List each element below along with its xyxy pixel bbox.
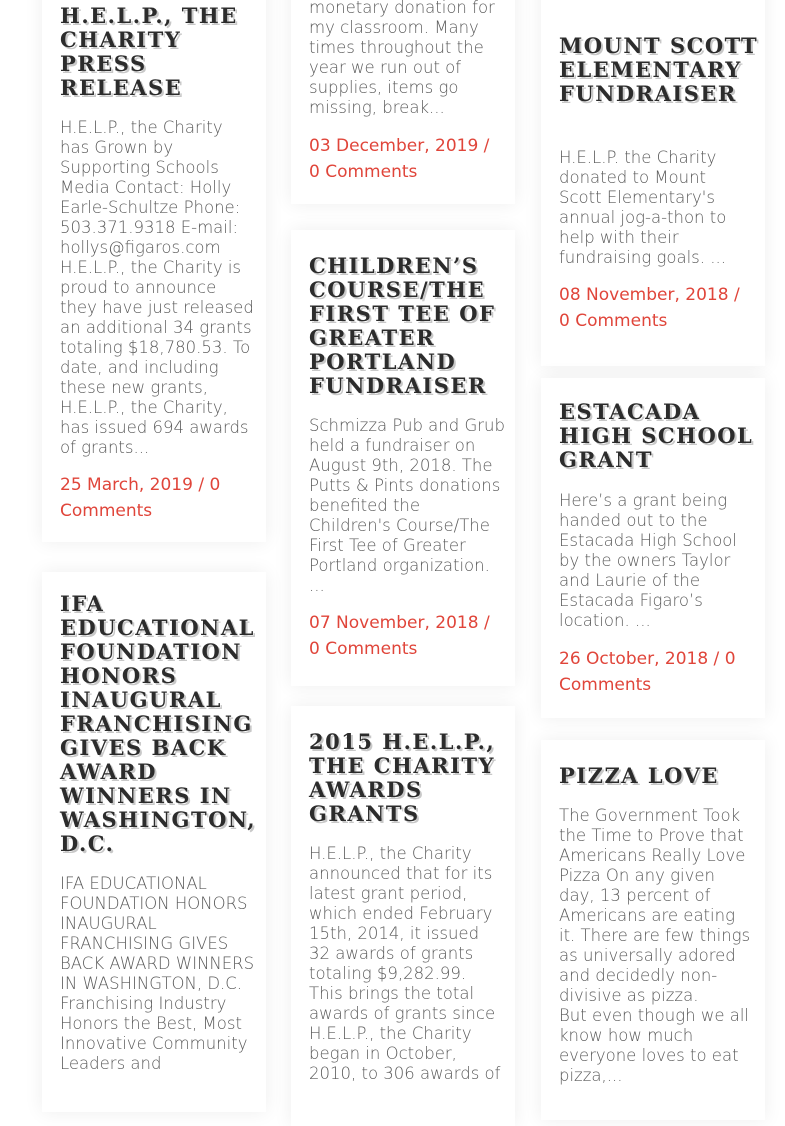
meta-separator: /	[478, 613, 490, 633]
post-date-link[interactable]: 03 December, 2019	[309, 136, 479, 156]
post-meta	[559, 282, 755, 334]
post-meta	[309, 133, 505, 185]
post-comments-link[interactable]: 0 Comments	[309, 162, 418, 182]
post-title[interactable]: ESTACADA HIGH SCHOOL GRANT	[559, 399, 754, 472]
post-card	[541, 378, 765, 718]
post-title[interactable]: IFA EDUCATIONAL FOUNDATION HONORS INAUGURAL FRANCHISING GIVES BACK AWARD WINNERS IN WASHINGTON, D.C.	[60, 591, 257, 856]
post-date-link[interactable]: 08 November, 2018	[559, 285, 729, 305]
post-comments-link[interactable]: 0 Comments	[309, 639, 418, 659]
post-title[interactable]: PIZZA LOVE	[559, 763, 719, 788]
post-title[interactable]: CHILDREN’S COURSE/THE FIRST TEE OF GREATER PORTLAND FUNDRAISER	[309, 253, 496, 398]
post-excerpt: IFA EDUCATIONAL FOUNDATION HONORS INAUGURAL FRANCHISING GIVES BACK AWARD WINNERS IN WASHINGTON, D.C. Franchising Industry Honors the Best, Most Innovative Community Leaders and	[60, 874, 255, 1073]
post-meta	[309, 610, 505, 662]
post-card	[291, 230, 515, 686]
post-date-link[interactable]: 26 October, 2018	[559, 649, 709, 669]
post-comments-link[interactable]: 0 Comments	[559, 649, 736, 695]
post-card	[42, 0, 266, 542]
post-comments-link[interactable]: 0 Comments	[559, 311, 668, 331]
post-card	[291, 706, 515, 1126]
post-title[interactable]: MOUNT SCOTT ELEMENTARY FUNDRAISER	[559, 33, 759, 106]
post-comments-link[interactable]: 0 Comments	[60, 475, 221, 521]
post-title[interactable]: 2015 H.E.L.P., THE CHARITY AWARDS GRANTS	[309, 729, 496, 826]
post-excerpt: H.E.L.P., the Charity has Grown by Supporting Schools Media Contact: Holly Earle-Schultze Phone: 503.371.9318 E-mail: hollys@figaros.com H.E.L.P., the Charity is proud to announce they have just released an additional 34 grants totaling $18,780.53. To date, and including these new grants, H.E.L.P., the Charity, has issued 694 awards of grants...	[60, 118, 254, 457]
post-card	[291, 0, 515, 204]
post-date-link[interactable]: 07 November, 2018	[309, 613, 479, 633]
post-excerpt: monetary donation for my classroom. Many times throughout the year we run out of supplies, items go missing, break...	[309, 0, 495, 117]
post-meta	[559, 646, 755, 698]
post-date-link[interactable]: 25 March, 2019	[60, 475, 193, 495]
meta-separator: /	[728, 285, 740, 305]
post-excerpt: The Government Took the Time to Prove that Americans Really Love Pizza On any given day, 13 percent of Americans are eating it. There are few things as universally adored and decidedly non-divisive as pizza. But even though we all know how much everyone loves to eat pizza,...	[559, 806, 751, 1085]
post-excerpt: Here’s a grant being handed out to the Estacada High School by the owners Taylor and Laurie of the Estacada Figaro’s location. ...	[559, 491, 737, 630]
meta-separator: /	[192, 475, 210, 495]
meta-separator: /	[708, 649, 725, 669]
post-meta	[60, 472, 256, 524]
post-excerpt: Schmizza Pub and Grub held a fundraiser on August 9th, 2018. The Putts & Pints donations benefited the Children's Course/The First Tee of Greater Portland organization. ...	[309, 416, 505, 595]
post-excerpt: H.E.L.P., the Charity announced that for its latest grant period, which ended February 15th, 2014, it issued 32 awards of grants totaling $9,282.99. This brings the total awards of grants since H.E.L.P., the Charity began in October, 2010, to 306 awards of	[309, 844, 501, 1083]
post-excerpt: H.E.L.P. the Charity donated to Mount Scott Elementary's annual jog-a-thon to help with their fundraising goals. ...	[559, 148, 727, 267]
post-card	[42, 572, 266, 1112]
meta-separator: /	[478, 136, 490, 156]
post-card	[541, 0, 765, 366]
post-card	[541, 740, 765, 1120]
post-title[interactable]: H.E.L.P., THE CHARITY PRESS RELEASE	[60, 3, 238, 100]
